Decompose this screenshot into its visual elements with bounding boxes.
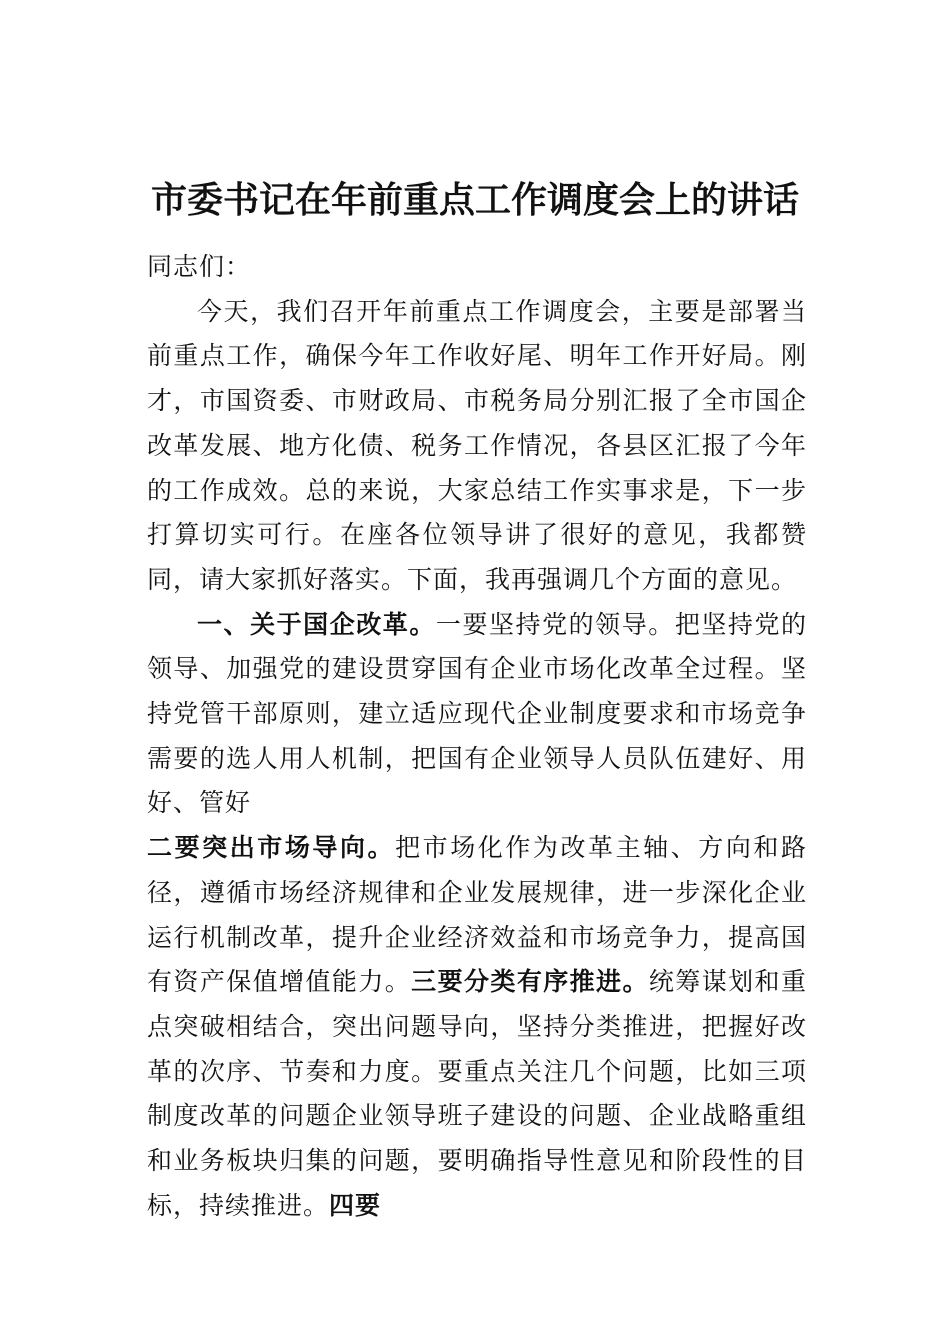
salutation: 同志们： [147, 252, 252, 281]
document-title: 市委书记在年前重点工作调度会上的讲话 [150, 179, 799, 221]
point-2-text: 把市场化作为改革主轴、方向和路径，遵循市场经济规律和企业发展规律，进一步深化企业运行机制改革，提升企业经济效益和市场竞争力，提高国有资产保值增值能力。 [147, 833, 807, 997]
point-3-text: 统筹谋划和重点突破相结合，突出问题导向，坚持分类推进，把握好改革的次序、节奏和力度。要重点关注几个问题，比如三项制度改革的问题企业领导班子建设的问题、企业战略重组和业务板块归集的问题，要明确指导性意见和阶段性的目标，持续推进。 [147, 967, 807, 1220]
paragraph-section-1 [147, 603, 807, 1229]
point-2-heading: 二要突出市场导向。 [147, 833, 396, 863]
point-1-text: 把坚持党的领导、加强党的建设贯穿国有企业市场化改革全过程。坚持党管干部原则，建立适应现代企业制度要求和市场竞争需要的选人用人机制，把国有企业领导人员队伍建好、用好、管好 [147, 609, 807, 818]
section-1-heading: 一、关于国企改革。 [197, 609, 436, 639]
point-4-heading: 四要 [329, 1190, 382, 1220]
paragraph-intro: 今天，我们召开年前重点工作调度会，主要是部署当前重点工作，确保今年工作收好尾、明年工作开好局。刚才，市国资委、市财政局、市税务局分别汇报了全市国企改革发展、地方化债、税务工作情况，各县区汇报了今年的工作成效。总的来说，大家总结工作实事求是，下一步打算切实可行。在座各位领导讲了很好的意见，我都赞同，请大家抓好落实。下面，我再强调几个方面的意见。 [147, 296, 807, 594]
document-body [147, 245, 807, 1228]
point-3-heading: 三要分类有序推进。 [411, 967, 649, 997]
point-1-heading: 一要坚持党的领导。 [435, 609, 675, 639]
